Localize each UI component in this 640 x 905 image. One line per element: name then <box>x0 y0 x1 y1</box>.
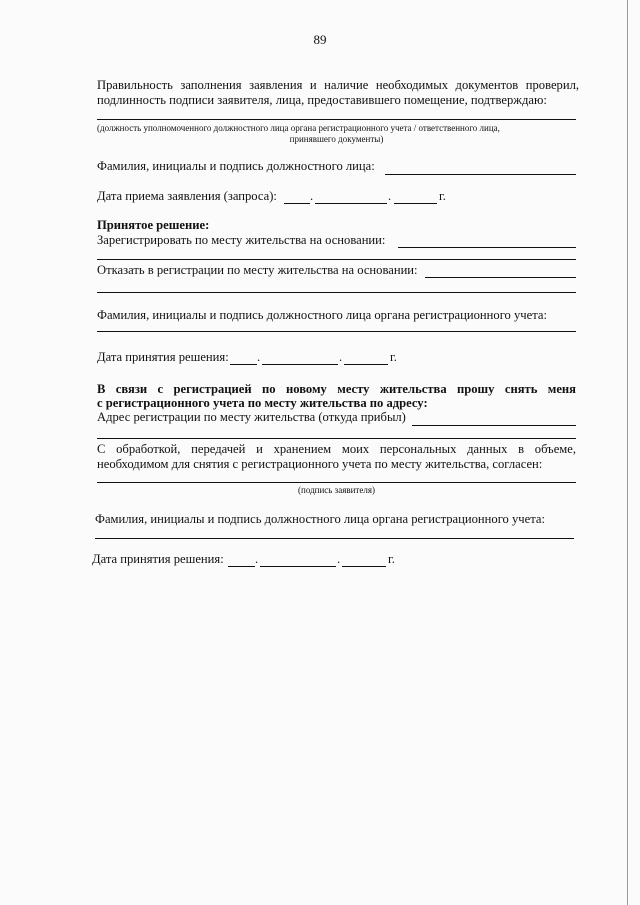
verification-line-2: подлинность подписи заявителя, лица, предоставившего помещение, подтверждаю: <box>97 93 547 107</box>
receipt-date-suffix: г. <box>439 189 446 203</box>
previous-address-field-2[interactable] <box>97 438 576 439</box>
receipt-date-sep-1: . <box>310 189 314 203</box>
decision-year-field-1[interactable] <box>344 364 388 365</box>
decision-date-2-sep-1: . <box>255 552 259 566</box>
register-label: Зарегистрировать по месту жительства на основании: <box>97 233 386 247</box>
decision-month-field-1[interactable] <box>262 364 338 365</box>
decision-heading: Принятое решение: <box>97 218 210 232</box>
receipt-year-field[interactable] <box>394 203 437 204</box>
authority-official-label-1: Фамилия, инициалы и подпись должностного лица органа регистрационного учета: <box>97 308 547 322</box>
authority-official-field-2[interactable] <box>95 538 574 539</box>
verification-line-1: Правильность заполнения заявления и наличие необходимых документов проверил, <box>97 78 579 92</box>
applicant-signature-caption: (подпись заявителя) <box>298 485 375 495</box>
decision-date-2-sep-2: . <box>337 552 341 566</box>
refuse-basis-field-2[interactable] <box>97 292 576 293</box>
official-name-label: Фамилия, инициалы и подпись должностного лица: <box>97 159 375 173</box>
consent-line-1: С обработкой, передачей и хранением моих персональных данных в объеме, <box>97 442 576 456</box>
decision-date-label-1: Дата принятия решения: <box>97 350 229 364</box>
receipt-date-label: Дата приема заявления (запроса): <box>97 189 277 203</box>
deregistration-line-1: В связи с регистрацией по новому месту жительства прошу снять меня <box>97 382 576 396</box>
consent-line-2: необходимом для снятия с регистрационного учета по месту жительства, согласен: <box>97 457 543 471</box>
decision-date-1-sep-1: . <box>257 350 261 364</box>
official-position-caption-1: (должность уполномоченного должностного лица органа регистрационного учета / ответственного лица, <box>97 123 500 133</box>
receipt-date-sep-2: . <box>388 189 392 203</box>
decision-year-field-2[interactable] <box>342 566 386 567</box>
authority-official-field-1[interactable] <box>97 331 576 332</box>
official-name-field[interactable] <box>385 174 576 175</box>
applicant-signature-field[interactable] <box>97 482 576 483</box>
decision-date-label-2: Дата принятия решения: <box>92 552 224 566</box>
decision-date-1-suffix: г. <box>390 350 397 364</box>
previous-address-field[interactable] <box>412 425 576 426</box>
previous-address-label: Адрес регистрации по месту жительства (откуда прибыл) <box>97 410 406 424</box>
refuse-basis-field[interactable] <box>425 277 576 278</box>
decision-day-field-1[interactable] <box>230 364 257 365</box>
receipt-day-field[interactable] <box>284 203 310 204</box>
register-basis-field-2[interactable] <box>97 259 576 260</box>
deregistration-line-2: с регистрационного учета по месту жительства по адресу: <box>97 396 428 410</box>
refuse-label: Отказать в регистрации по месту жительства на основании: <box>97 263 418 277</box>
official-position-caption-2: принявшего документы) <box>289 134 384 144</box>
register-basis-field[interactable] <box>398 247 576 248</box>
decision-month-field-2[interactable] <box>260 566 336 567</box>
page-number: 89 <box>313 32 327 47</box>
decision-day-field-2[interactable] <box>228 566 255 567</box>
decision-date-2-suffix: г. <box>388 552 395 566</box>
receipt-month-field[interactable] <box>315 203 387 204</box>
authority-official-label-2: Фамилия, инициалы и подпись должностного лица органа регистрационного учета: <box>95 512 545 526</box>
page-edge <box>627 0 628 905</box>
official-position-field[interactable] <box>97 119 576 120</box>
decision-date-1-sep-2: . <box>339 350 343 364</box>
